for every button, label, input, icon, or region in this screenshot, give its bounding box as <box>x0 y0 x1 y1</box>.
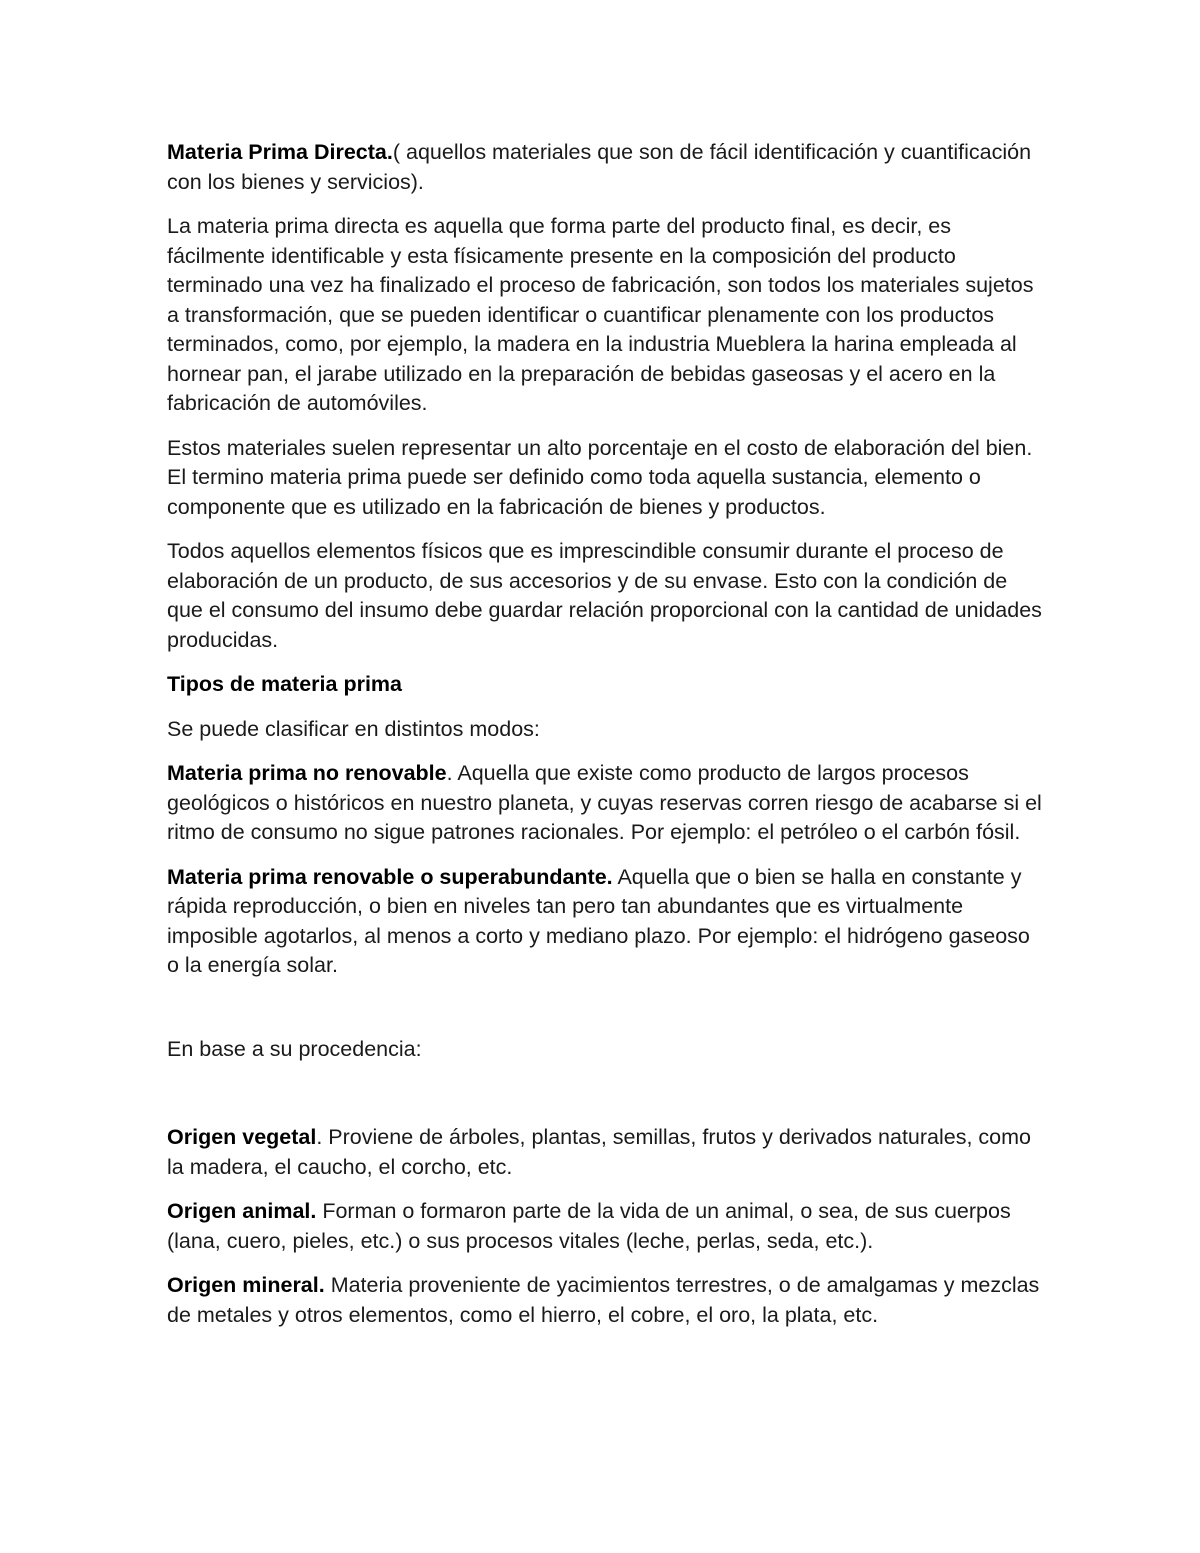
paragraph-cost: Estos materiales suelen representar un alto porcentaje en el costo de elaboración del bien. El termino materia prima puede ser definido como toda aquella sustancia, elemento o componente que es utilizado en la fabricación de bienes y productos. <box>167 435 1033 519</box>
type-term: Materia prima no renovable <box>167 761 447 785</box>
origin-item-animal <box>167 1197 1047 1256</box>
origin-text: Forman o formaron parte de la vida de un animal, o sea, de sus cuerpos (lana, cuero, pieles, etc.) o sus procesos vitales (leche, perlas, seda, etc.). <box>167 1199 1011 1253</box>
intro-title: Materia Prima Directa. <box>167 140 393 164</box>
paragraph-definition: La materia prima directa es aquella que forma parte del producto final, es decir, es fácilmente identificable y esta físicamente presente en la composición del producto terminado una vez ha finalizado el proceso de fabricación, son todos los materiales sujetos a transformación, que se pueden identificar o cuantificar plenamente con los productos terminados, como, por ejemplo, la madera en la industria Mueblera la harina empleada al hornear pan, el jarabe utilizado en la preparación de bebidas gaseosas y el acero en la fabricación de automóviles. <box>167 214 1034 415</box>
document-page <box>167 138 1047 1345</box>
origin-item-vegetal <box>167 1123 1047 1182</box>
origin-term: Origen mineral. <box>167 1273 325 1297</box>
origin-term: Origen animal. <box>167 1199 317 1223</box>
origin-text: . Proviene de árboles, plantas, semillas, frutos y derivados naturales, como la madera, el caucho, el corcho, etc. <box>167 1125 1031 1179</box>
origin-item-mineral <box>167 1271 1047 1330</box>
type-term: Materia prima renovable o superabundante. <box>167 864 613 889</box>
type-text: . Aquella que existe como producto de largos procesos geológicos o históricos en nuestro planeta, y cuyas reservas corren riesgo de acabarse si el ritmo de consumo no sigue patrones racionales. Por ejemplo: el petróleo o el carbón fósil. <box>167 761 1042 844</box>
intro-paragraph <box>167 138 1047 197</box>
type-item-non-renewable <box>167 759 1047 848</box>
origin-text: Materia proveniente de yacimientos terrestres, o de amalgamas y mezclas de metales y otros elementos, como el hierro, el cobre, el oro, la plata, etc. <box>167 1273 1040 1327</box>
origin-heading: En base a su procedencia: <box>167 1036 422 1061</box>
intro-text: ( aquellos materiales que son de fácil identificación y cuantificación con los bienes y servicios). <box>167 140 1032 194</box>
type-item-renewable <box>167 863 1047 981</box>
origin-term: Origen vegetal <box>167 1125 317 1149</box>
paragraph-elements: Todos aquellos elementos físicos que es imprescindible consumir durante el proceso de elaboración de un producto, de sus accesorios y de su envase. Esto con la condición de que el consumo del insumo debe guardar relación proporcional con la cantidad de unidades producidas. <box>167 539 1042 652</box>
classify-text: Se puede clasificar en distintos modos: <box>167 716 540 741</box>
type-text: Aquella que o bien se halla en constante y rápida reproducción, o bien en niveles tan pero tan abundantes que es virtualmente imposible agotarlos, al menos a corto y mediano plazo. Por ejemplo: el hidrógeno gaseoso o la energía solar. <box>167 864 1030 977</box>
types-heading: Tipos de materia prima <box>167 672 402 696</box>
